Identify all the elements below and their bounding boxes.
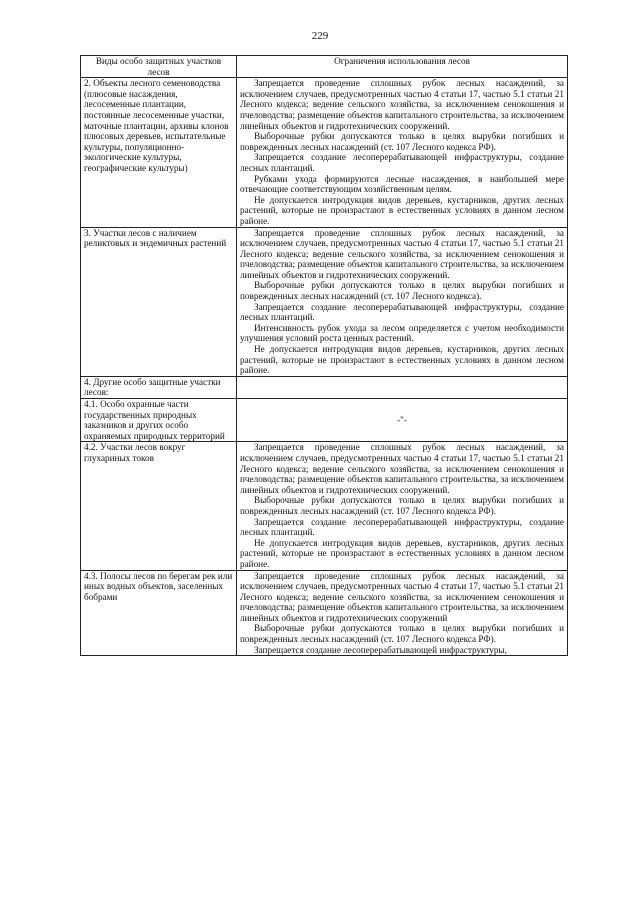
restrictions-cell bbox=[237, 78, 568, 227]
restriction-paragraph: Запрещается создание лесоперерабатывающей инфраструктуры, bbox=[254, 644, 507, 655]
category-cell bbox=[81, 442, 237, 570]
restriction-paragraph: Выборочные рубки допускаются только в целях вырубки погибших и поврежденных лесных насаждений (ст. 107 Лесного кодекса РФ). bbox=[240, 495, 564, 516]
restrictions-table bbox=[80, 55, 568, 656]
restriction-paragraph: Рубками ухода формируются лесные насаждения, в наибольшей мере отвечающие соответствующим хозяйственным целям. bbox=[240, 173, 564, 195]
category-cell bbox=[81, 399, 237, 442]
restriction-paragraph: Выборочные рубки допускаются только в целях вырубки погибших и поврежденных лесных насаждений (ст. 107 Лесного кодекса). bbox=[240, 280, 564, 302]
category-text: 4. Другие особо защитные участки лесов: bbox=[84, 376, 221, 398]
table-row bbox=[81, 399, 568, 442]
restriction-paragraph: Запрещается проведение сплошных рубок лесных насаждений, за исключением случаев, предусмотренных частью 4 статьи 17, частью 5.1 статьи 21 Лесного кодекса; ведение сельского хозяйства, за исключением сенокошения и пчеловодства; размещение объектов капитального строительства, за исключением линейных объектов и гидротехнических сооружений. bbox=[240, 227, 564, 280]
category-cell bbox=[81, 227, 237, 376]
table-row bbox=[81, 442, 568, 570]
category-text: 3. Участки лесов с наличием реликтовых и эндемичных растений bbox=[84, 227, 227, 249]
restriction-paragraph: Запрещается создание лесоперерабатывающей инфраструктуры, создание лесных плантаций. bbox=[240, 152, 564, 173]
category-cell bbox=[81, 78, 237, 227]
category-text: 2. Объекты лесного семеноводства (плюсовые насаждения, лесосеменные плантации, постоянные лесосеменные участки, маточные плантации, архивы клонов плюсовых деревьев, испытательные культуры, популяционно-экологические культуры, географические культуры) bbox=[84, 78, 229, 173]
category-text: 4.3. Полосы лесов по берегам рек или иных водных объектов, заселенных бобрами bbox=[84, 570, 233, 602]
category-cell bbox=[81, 570, 237, 656]
table-row bbox=[81, 376, 568, 398]
category-cell bbox=[81, 376, 237, 398]
restrictions-cell bbox=[237, 570, 568, 656]
ditto-mark: -"- bbox=[237, 399, 568, 442]
restriction-paragraph: Не допускается интродукция видов деревьев, кустарников, других лесных растений, которые не произрастают в естественных условиях в данном лесном районе. bbox=[240, 194, 564, 226]
table-row bbox=[81, 78, 568, 227]
table-row bbox=[81, 227, 568, 376]
restriction-paragraph: Запрещается проведение сплошных рубок лесных насаждений, за исключением случаев, предусмотренных частью 4 статьи 17, частью 5.1 статьи 21 Лесного кодекса; ведение сельского хозяйства, за исключением сенокошения и пчеловодства; размещение объектов капитального строительства, за исключением линейных объектов и гидротехнических сооружений bbox=[240, 570, 564, 623]
restriction-paragraph: Выборочные рубки допускаются только в целях вырубки погибших и поврежденных лесных насаждений (ст. 107 Лесного кодекса РФ). bbox=[240, 131, 564, 152]
restrictions-cell bbox=[237, 227, 568, 376]
restrictions-cell bbox=[237, 376, 568, 398]
category-text: 4.1. Особо охранные части государственных природных заказников и других особо охраняемых природных территорий bbox=[84, 399, 225, 441]
restrictions-cell bbox=[237, 442, 568, 570]
category-text: 4.2. Участки лесов вокруг глухариных токов bbox=[84, 442, 186, 463]
restriction-paragraph: Интенсивность рубок ухода за лесом определяется с учетом необходимости улучшения условий роста ценных растений. bbox=[240, 322, 564, 344]
restriction-paragraph: Запрещается проведение сплошных рубок лесных насаждений, за исключением случаев, предусмотренных частью 4 статьи 17, частью 5.1 статьи 21 Лесного кодекса; ведение сельского хозяйства, за исключением сенокошения и пчеловодства; размещение объектов капитального строительства, за исключением линейных объектов и гидротехнических сооружений. bbox=[240, 78, 564, 131]
header-protected-areas: Виды особо защитных участков лесов bbox=[81, 56, 237, 78]
restriction-paragraph: Не допускается интродукция видов деревьев, кустарников, других лесных растений, которые не произрастают в естественных условиях в данном лесном районе. bbox=[240, 537, 564, 569]
page-number: 229 bbox=[311, 30, 329, 42]
restriction-paragraph: Не допускается интродукция видов деревьев, кустарников, других лесных растений, которые не произрастают в естественных условиях в данном лесном районе. bbox=[240, 344, 564, 376]
table-row bbox=[81, 570, 568, 656]
restriction-paragraph: Выборочные рубки допускаются только в целях вырубки погибших и поврежденных лесных насаждений (ст. 107 Лесного кодекса РФ). bbox=[240, 623, 564, 645]
header-restrictions: Ограничения использования лесов bbox=[237, 56, 568, 78]
restriction-paragraph: Запрещается проведение сплошных рубок лесных насаждений, за исключением случаев, предусмотренных частью 4 статьи 17, частью 5.1 статьи 21 Лесного кодекса; ведение сельского хозяйства, за исключением сенокошения и пчеловодства; размещение объектов капитального строительства, за исключением линейных объектов и гидротехнических сооружений. bbox=[240, 442, 564, 495]
restriction-paragraph: Запрещается создание лесоперерабатывающей инфраструктуры, создание лесных плантаций. bbox=[240, 301, 564, 323]
restriction-paragraph: Запрещается создание лесоперерабатывающей инфраструктуры, создание лесных плантаций. bbox=[240, 516, 564, 538]
table-header-row bbox=[81, 56, 568, 78]
